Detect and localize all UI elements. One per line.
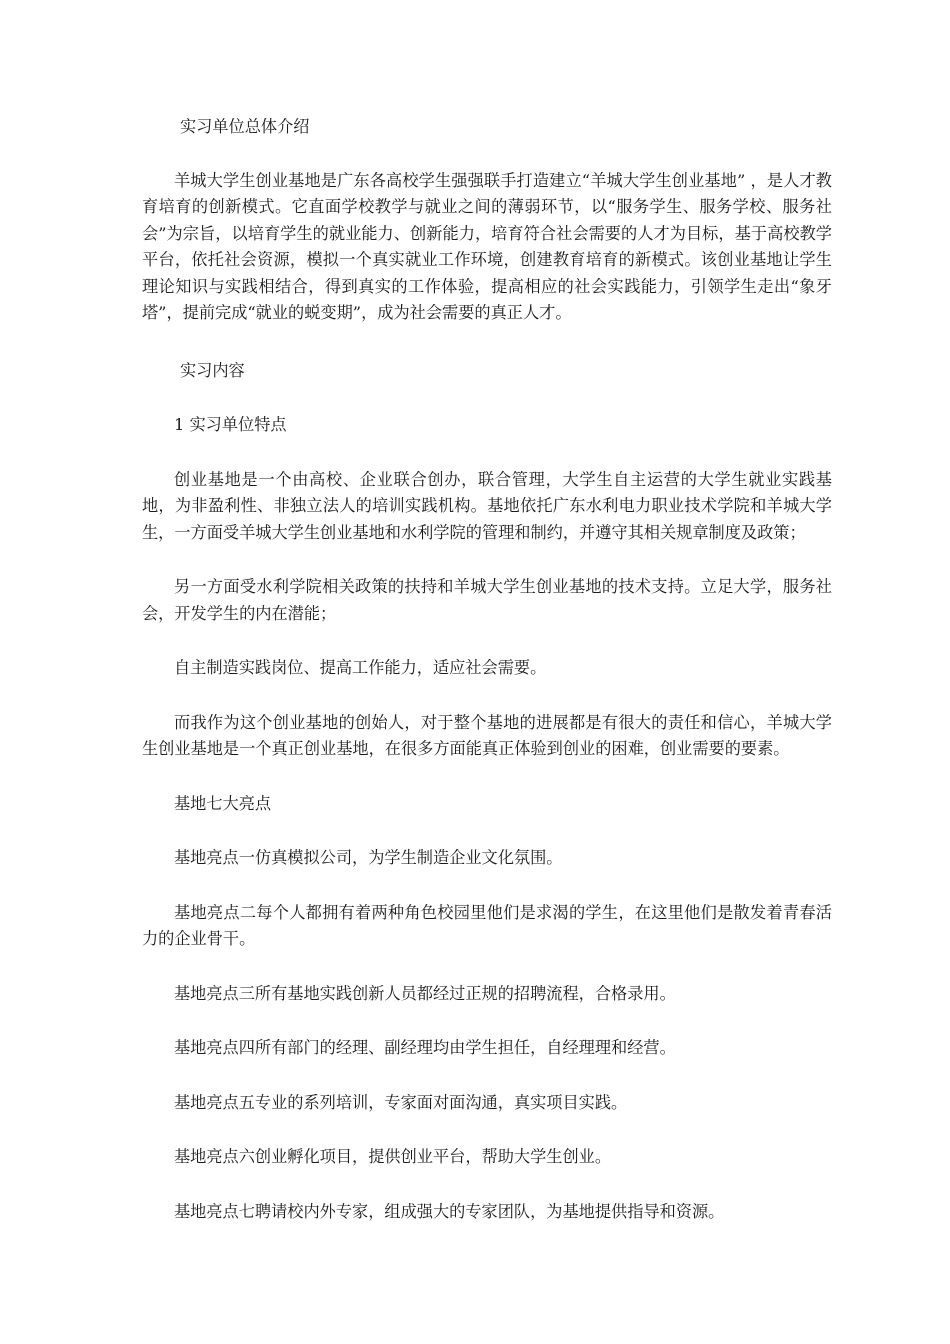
heading-content: 实习内容 (180, 360, 245, 380)
highlight-item-7: 基地亮点七聘请校内外专家，组成强大的专家团队，为基地提供指导和资源。 (174, 1201, 725, 1221)
paragraph-founder: 而我作为这个创业基地的创始人，对于整个基地的进展都是有很大的责任和信心，羊城大学生创业基地是一个真正创业基地，在很多方面能真正体验到创业的困难，创业需要的要素。 (142, 712, 832, 758)
highlight-item-2: 基地亮点二每个人都拥有着两种角色校园里他们是求渴的学生，在这里他们是散发着青春活力的企业骨干。 (142, 902, 832, 948)
highlight-item-1: 基地亮点一仿真模拟公司，为学生制造企业文化氛围。 (174, 848, 563, 867)
highlight-item-4: 基地亮点四所有部门的经理、副经理均由学生担任，自经理理和经营。 (174, 1038, 676, 1057)
highlight-item-5: 基地亮点五专业的系列培训，专家面对面沟通，真实项目实践。 (174, 1092, 628, 1112)
highlight-item-3: 基地亮点三所有基地实践创新人员都经过正规的招聘流程，合格录用。 (174, 983, 676, 1003)
paragraph-features-3: 自主制造实践岗位、提高工作能力，适应社会需要。 (174, 658, 547, 677)
heading-features: 1 实习单位特点 (174, 415, 287, 434)
document-body (142, 114, 832, 1253)
paragraph-features-2: 另一方面受水利学院相关政策的扶持和羊城大学生创业基地的技术支持。立足大学，服务社会，开发学生的内在潜能； (142, 577, 832, 623)
highlight-item-6: 基地亮点六创业孵化项目，提供创业平台，帮助大学生创业。 (174, 1147, 612, 1166)
heading-highlights: 基地七大亮点 (174, 793, 272, 813)
heading-intro: 实习单位总体介绍 (180, 117, 310, 136)
paragraph-features-1: 创业基地是一个由高校、企业联合创办，联合管理，大学生自主运营的大学生就业实践基地，为非盈利性、非独立法人的培训实践机构。基地依托广东水利电力职业技术学院和羊城大学生，一方面受羊城大学生创业基地和水利学院的管理和制约，并遵守其相关规章制度及政策； (142, 469, 832, 542)
paragraph-intro: 羊城大学生创业基地是广东各高校学生强强联手打造建立“羊城大学生创业基地” ，是人才教育培育的创新模式。它直面学校教学与就业之间的薄弱环节，以“服务学生、服务学校、服务社会”为宗旨，以培育学生的就业能力、创新能力，培育符合社会需要的人才为目标，基于高校教学平台，依托社会资源，模拟一个真实就业工作环境，创建教育培育的新模式。该创业基地让学生理论知识与实践相结合，得到真实的工作体验，提高相应的社会实践能力，引领学生走出“象牙塔”，提前完成“就业的蜕变期”，成为社会需要的真正人才。 (142, 170, 832, 322)
